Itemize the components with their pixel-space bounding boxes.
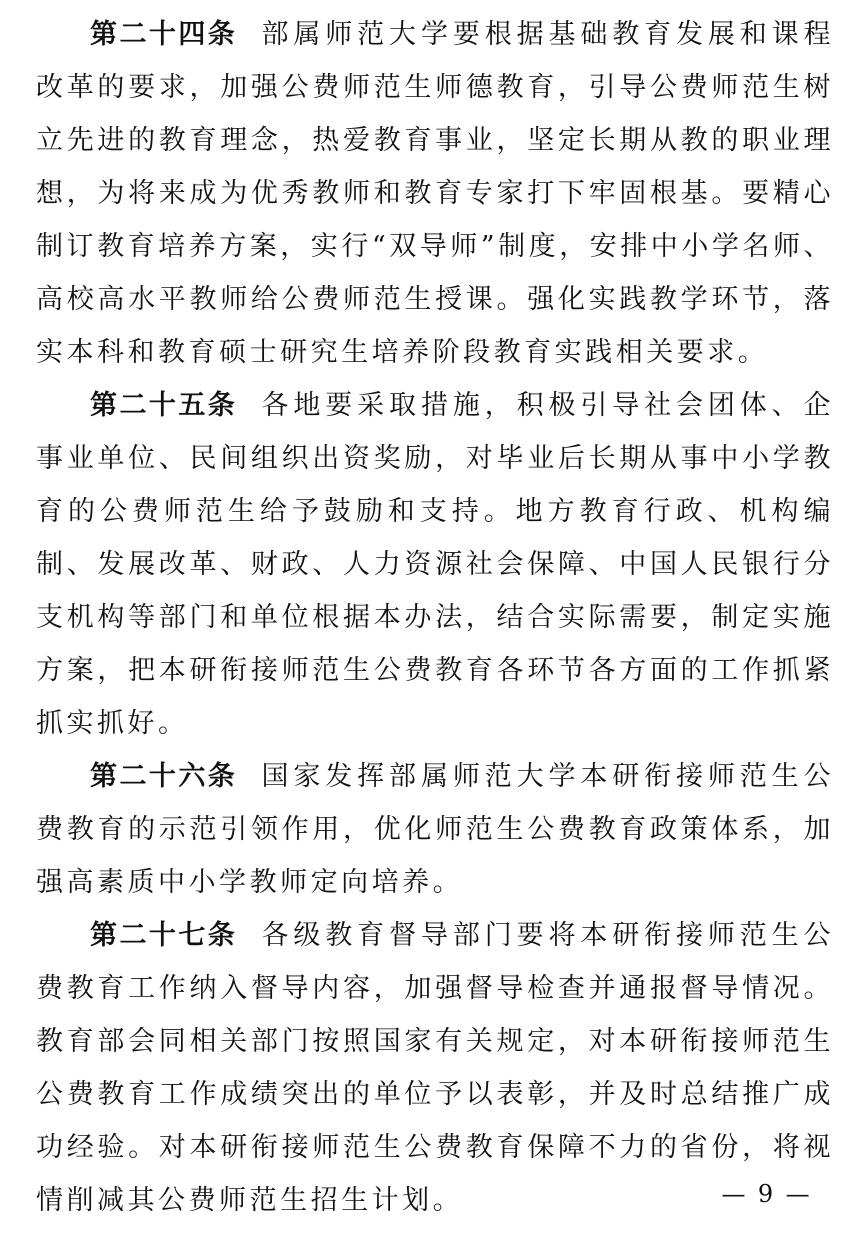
article-26: [36, 750, 834, 909]
article-26-title: 第二十六条: [90, 761, 238, 792]
article-24-title: 第二十四条: [90, 19, 238, 50]
article-25: [36, 379, 834, 750]
page-number: — 9 —: [721, 1180, 812, 1208]
article-25-body: 各地要采取措施，积极引导社会团体、企事业单位、民间组织出资奖励，对毕业后长期从事中小学教育的公费师范生给予鼓励和支持。地方教育行政、机构编制、发展改革、财政、人力资源社会保障、中国人民银行分支机构等部门和单位根据本办法，结合实际需要，制定实施方案，把本研衔接师范生公费教育各环节各方面的工作抓紧抓实抓好。: [36, 390, 834, 739]
article-24: [36, 8, 834, 379]
article-25-title: 第二十五条: [90, 390, 238, 421]
article-27-title: 第二十七条: [90, 920, 238, 951]
article-24-body: 部属师范大学要根据基础教育发展和课程改革的要求，加强公费师范生师德教育，引导公费师范生树立先进的教育理念，热爱教育事业，坚定长期从教的职业理想，为将来成为优秀教师和教育专家打下牢固根基。要精心制订教育培养方案，实行“双导师”制度，安排中小学名师、高校高水平教师给公费师范生授课。强化实践教学环节，落实本科和教育硕士研究生培养阶段教育实践相关要求。: [36, 19, 834, 368]
article-26-body: 国家发挥部属师范大学本研衔接师范生公费教育的示范引领作用，优化师范生公费教育政策体系，加强高素质中小学教师定向培养。: [36, 761, 834, 898]
article-27: [36, 909, 834, 1227]
article-27-body: 各级教育督导部门要将本研衔接师范生公费教育工作纳入督导内容，加强督导检查并通报督导情况。教育部会同相关部门按照国家有关规定，对本研衔接师范生公费教育工作成绩突出的单位予以表彰，并及时总结推广成功经验。对本研衔接师范生公费教育保障不力的省份，将视情削减其公费师范生招生计划。: [36, 920, 834, 1216]
